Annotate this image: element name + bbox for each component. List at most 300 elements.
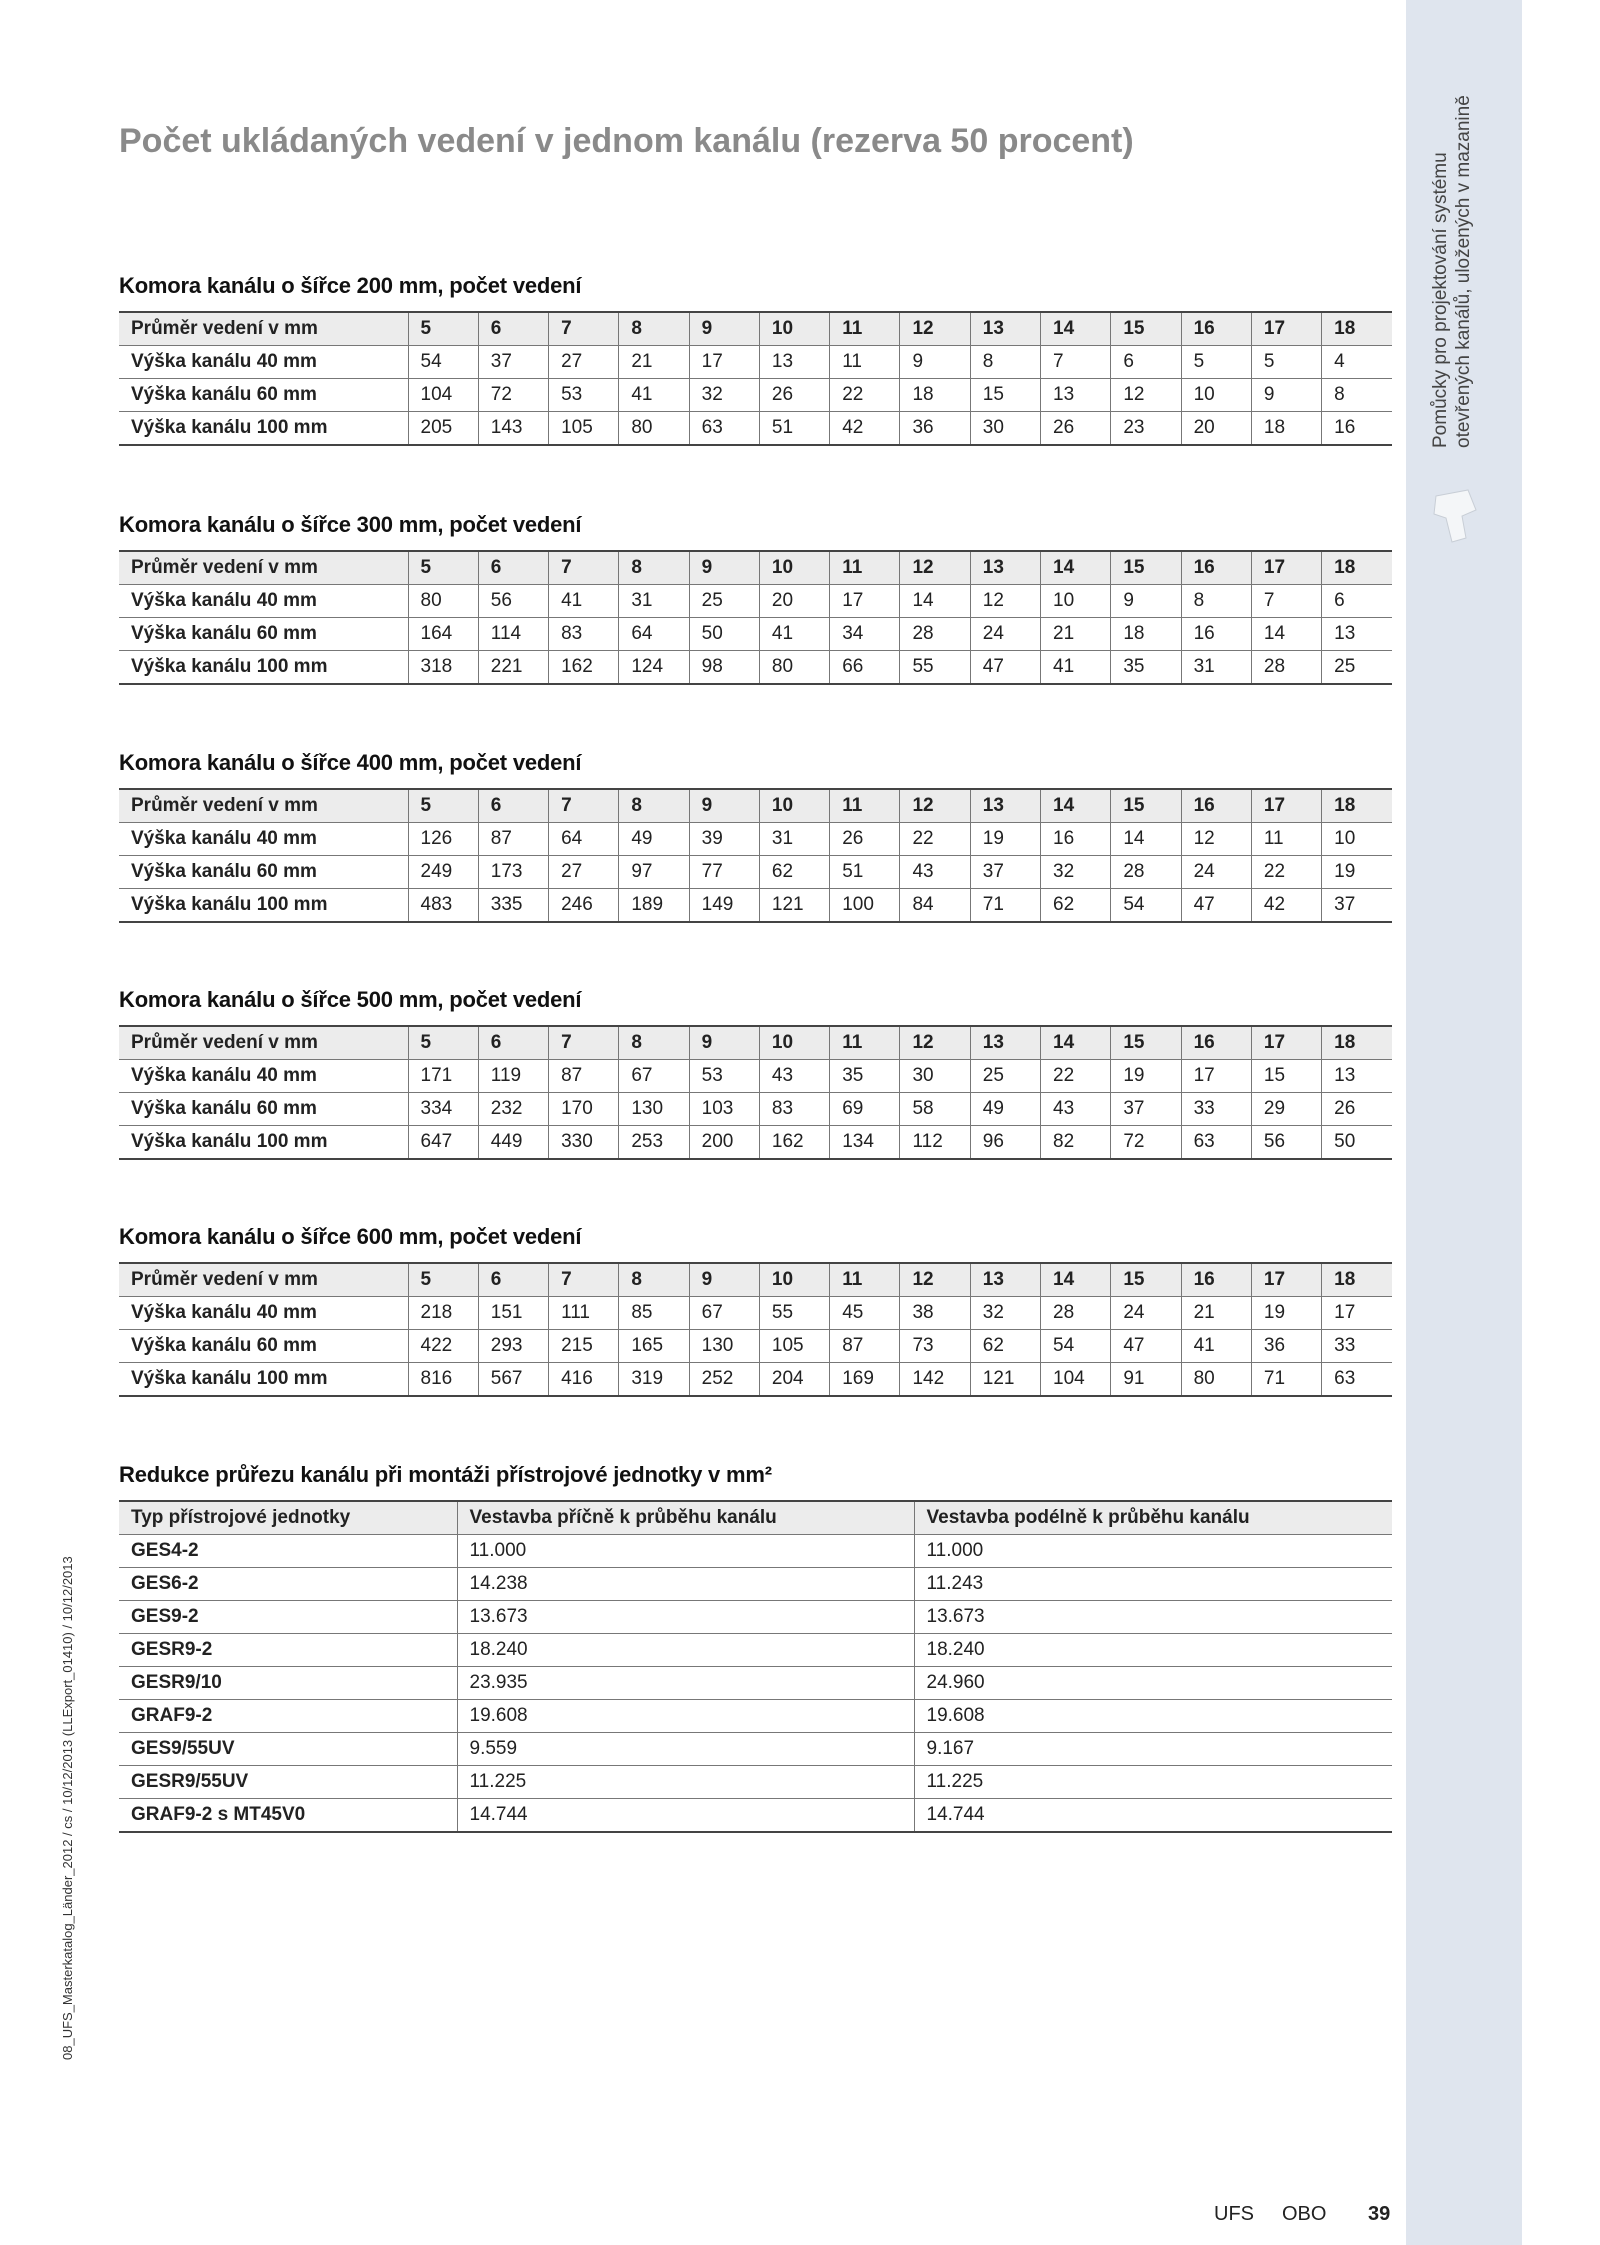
table-cell: 422 <box>408 1330 478 1363</box>
row-label: Výška kanálu 40 mm <box>119 585 408 618</box>
table-cell: 22 <box>830 379 900 412</box>
row-label: Výška kanálu 40 mm <box>119 823 408 856</box>
header-cell: Průměr vedení v mm <box>119 312 408 346</box>
table-cell: 71 <box>970 889 1040 923</box>
table-cell: 41 <box>549 585 619 618</box>
table-cell: 42 <box>830 412 900 446</box>
table-cell: 23 <box>1111 412 1181 446</box>
table-cell: 165 <box>619 1330 689 1363</box>
table-cell: 51 <box>830 856 900 889</box>
header-cell: 16 <box>1181 1263 1251 1297</box>
table-cell: 13 <box>1041 379 1111 412</box>
table-cell: 62 <box>759 856 829 889</box>
table-cell: 19 <box>1111 1060 1181 1093</box>
header-cell: 5 <box>408 551 478 585</box>
table-cell: 25 <box>1322 651 1392 685</box>
table-cell: 18 <box>1111 618 1181 651</box>
table-cell: 14.744 <box>914 1799 1392 1833</box>
table-cell: 142 <box>900 1363 970 1397</box>
header-cell: 5 <box>408 312 478 346</box>
table-cell: 69 <box>830 1093 900 1126</box>
table-row <box>119 1093 1392 1126</box>
table-cell: 130 <box>619 1093 689 1126</box>
header-cell: 15 <box>1111 551 1181 585</box>
table-row <box>119 1297 1392 1330</box>
table-cell: 6 <box>1111 346 1181 379</box>
table-row <box>119 651 1392 685</box>
table-cell: 73 <box>900 1330 970 1363</box>
table-cell: 21 <box>1041 618 1111 651</box>
table-cell: 189 <box>619 889 689 923</box>
table-cell: 17 <box>1181 1060 1251 1093</box>
header-cell: 7 <box>549 551 619 585</box>
capacity-table <box>119 1025 1392 1160</box>
table-heading: Komora kanálu o šířce 600 mm, počet vedení <box>119 1224 582 1249</box>
table-cell: 58 <box>900 1093 970 1126</box>
table-cell: 71 <box>1251 1363 1321 1397</box>
table-cell: 85 <box>619 1297 689 1330</box>
table-cell: 14.744 <box>457 1799 914 1833</box>
table-cell: 19.608 <box>914 1700 1392 1733</box>
header-cell: Typ přístrojové jednotky <box>119 1501 457 1535</box>
table-cell: 35 <box>830 1060 900 1093</box>
table-cell: 82 <box>1041 1126 1111 1160</box>
table-cell: 72 <box>1111 1126 1181 1160</box>
table-cell: 14.238 <box>457 1568 914 1601</box>
header-cell: 13 <box>970 312 1040 346</box>
header-cell: 17 <box>1251 1263 1321 1297</box>
header-cell: 10 <box>759 1026 829 1060</box>
table-cell: 293 <box>478 1330 548 1363</box>
table-cell: 32 <box>970 1297 1040 1330</box>
header-cell: 12 <box>900 789 970 823</box>
table-cell: 64 <box>549 823 619 856</box>
table-cell: 87 <box>549 1060 619 1093</box>
table-cell: 143 <box>478 412 548 446</box>
table-cell: 249 <box>408 856 478 889</box>
table-cell: 87 <box>478 823 548 856</box>
table-cell: 205 <box>408 412 478 446</box>
table-header-row <box>119 1026 1392 1060</box>
table-cell: 11.000 <box>457 1535 914 1568</box>
row-label: GESR9/55UV <box>119 1766 457 1799</box>
table-cell: 8 <box>970 346 1040 379</box>
table-row <box>119 1060 1392 1093</box>
table-cell: 112 <box>900 1126 970 1160</box>
table-cell: 13 <box>1322 1060 1392 1093</box>
table-cell: 17 <box>1322 1297 1392 1330</box>
header-cell: 16 <box>1181 1026 1251 1060</box>
header-cell: Průměr vedení v mm <box>119 1263 408 1297</box>
table-cell: 98 <box>689 651 759 685</box>
header-cell: 13 <box>970 1263 1040 1297</box>
header-cell: Průměr vedení v mm <box>119 789 408 823</box>
table-cell: 37 <box>478 346 548 379</box>
reduction-table <box>119 1500 1392 1833</box>
table-cell: 252 <box>689 1363 759 1397</box>
table-cell: 30 <box>900 1060 970 1093</box>
table-cell: 15 <box>970 379 1040 412</box>
table-cell: 19.608 <box>457 1700 914 1733</box>
table-cell: 246 <box>549 889 619 923</box>
table-cell: 56 <box>1251 1126 1321 1160</box>
row-label: Výška kanálu 60 mm <box>119 856 408 889</box>
table-cell: 15 <box>1251 1060 1321 1093</box>
header-cell: 12 <box>900 312 970 346</box>
table-row <box>119 412 1392 446</box>
table-cell: 21 <box>619 346 689 379</box>
header-cell: 6 <box>478 1263 548 1297</box>
table-cell: 218 <box>408 1297 478 1330</box>
table-row <box>119 1766 1392 1799</box>
header-cell: 8 <box>619 789 689 823</box>
table-cell: 24 <box>1181 856 1251 889</box>
header-cell: 18 <box>1322 789 1392 823</box>
table-cell: 28 <box>1111 856 1181 889</box>
table-cell: 215 <box>549 1330 619 1363</box>
table-cell: 43 <box>759 1060 829 1093</box>
row-label: Výška kanálu 100 mm <box>119 1126 408 1160</box>
table-cell: 816 <box>408 1363 478 1397</box>
table-cell: 67 <box>689 1297 759 1330</box>
table-section-600 <box>119 1224 1392 1397</box>
table-row <box>119 1700 1392 1733</box>
table-cell: 7 <box>1251 585 1321 618</box>
table-cell: 37 <box>1111 1093 1181 1126</box>
table-cell: 162 <box>549 651 619 685</box>
chapter-marker-icon <box>1432 488 1478 549</box>
table-cell: 647 <box>408 1126 478 1160</box>
table-cell: 121 <box>759 889 829 923</box>
header-cell: Vestavba podélně k průběhu kanálu <box>914 1501 1392 1535</box>
table-section-500 <box>119 987 1392 1160</box>
header-cell: 6 <box>478 312 548 346</box>
header-cell: 15 <box>1111 789 1181 823</box>
table-cell: 37 <box>970 856 1040 889</box>
table-row <box>119 1126 1392 1160</box>
table-cell: 80 <box>408 585 478 618</box>
row-label: Výška kanálu 60 mm <box>119 1330 408 1363</box>
table-cell: 33 <box>1322 1330 1392 1363</box>
table-section-200 <box>119 273 1392 446</box>
header-cell: 16 <box>1181 312 1251 346</box>
table-cell: 16 <box>1041 823 1111 856</box>
row-label: GES4-2 <box>119 1535 457 1568</box>
table-cell: 149 <box>689 889 759 923</box>
table-cell: 43 <box>1041 1093 1111 1126</box>
table-cell: 9 <box>1111 585 1181 618</box>
table-row <box>119 856 1392 889</box>
table-cell: 10 <box>1041 585 1111 618</box>
table-cell: 29 <box>1251 1093 1321 1126</box>
table-cell: 221 <box>478 651 548 685</box>
header-cell: 11 <box>830 551 900 585</box>
table-cell: 26 <box>759 379 829 412</box>
table-cell: 200 <box>689 1126 759 1160</box>
table-cell: 27 <box>549 856 619 889</box>
table-row <box>119 618 1392 651</box>
table-cell: 64 <box>619 618 689 651</box>
header-cell: 13 <box>970 551 1040 585</box>
header-cell: 14 <box>1041 312 1111 346</box>
table-cell: 87 <box>830 1330 900 1363</box>
table-cell: 83 <box>549 618 619 651</box>
table-cell: 14 <box>1251 618 1321 651</box>
table-cell: 6 <box>1322 585 1392 618</box>
header-cell: 6 <box>478 1026 548 1060</box>
table-cell: 253 <box>619 1126 689 1160</box>
table-cell: 12 <box>1111 379 1181 412</box>
table-cell: 204 <box>759 1363 829 1397</box>
table-cell: 39 <box>689 823 759 856</box>
capacity-table <box>119 550 1392 685</box>
header-cell: 17 <box>1251 789 1321 823</box>
table-cell: 13 <box>759 346 829 379</box>
table-cell: 13 <box>1322 618 1392 651</box>
table-cell: 11.000 <box>914 1535 1392 1568</box>
header-cell: Vestavba příčně k průběhu kanálu <box>457 1501 914 1535</box>
table-cell: 9 <box>900 346 970 379</box>
table-cell: 28 <box>1041 1297 1111 1330</box>
header-cell: 7 <box>549 1263 619 1297</box>
table-cell: 9.167 <box>914 1733 1392 1766</box>
table-cell: 12 <box>1181 823 1251 856</box>
header-cell: 16 <box>1181 789 1251 823</box>
table-cell: 8 <box>1181 585 1251 618</box>
table-cell: 28 <box>900 618 970 651</box>
row-label: GESR9-2 <box>119 1634 457 1667</box>
table-cell: 171 <box>408 1060 478 1093</box>
table-cell: 121 <box>970 1363 1040 1397</box>
capacity-table <box>119 1262 1392 1397</box>
table-cell: 119 <box>478 1060 548 1093</box>
header-cell: 18 <box>1322 551 1392 585</box>
table-cell: 32 <box>1041 856 1111 889</box>
header-cell: 12 <box>900 551 970 585</box>
table-cell: 47 <box>1111 1330 1181 1363</box>
table-row <box>119 379 1392 412</box>
header-cell: 15 <box>1111 312 1181 346</box>
table-cell: 22 <box>1251 856 1321 889</box>
table-cell: 47 <box>1181 889 1251 923</box>
table-cell: 26 <box>830 823 900 856</box>
table-cell: 55 <box>759 1297 829 1330</box>
table-cell: 20 <box>759 585 829 618</box>
table-cell: 10 <box>1181 379 1251 412</box>
header-cell: 15 <box>1111 1263 1181 1297</box>
reduction-heading: Redukce průřezu kanálu při montáži přístrojové jednotky v mm² <box>119 1462 772 1487</box>
table-cell: 31 <box>759 823 829 856</box>
table-cell: 19 <box>1251 1297 1321 1330</box>
table-cell: 54 <box>1041 1330 1111 1363</box>
table-cell: 173 <box>478 856 548 889</box>
table-cell: 170 <box>549 1093 619 1126</box>
table-row <box>119 1568 1392 1601</box>
table-cell: 31 <box>619 585 689 618</box>
table-header-row <box>119 312 1392 346</box>
row-label: GES6-2 <box>119 1568 457 1601</box>
table-cell: 45 <box>830 1297 900 1330</box>
table-cell: 19 <box>970 823 1040 856</box>
table-cell: 25 <box>970 1060 1040 1093</box>
table-cell: 319 <box>619 1363 689 1397</box>
table-cell: 13.673 <box>457 1601 914 1634</box>
table-cell: 17 <box>830 585 900 618</box>
table-cell: 11.225 <box>914 1766 1392 1799</box>
header-cell: 7 <box>549 312 619 346</box>
header-cell: 11 <box>830 1026 900 1060</box>
sidebar-chapter-text: Pomůcky pro projektování systému otevřených kanálů, uložených v mazanině <box>1430 95 1474 448</box>
table-cell: 18.240 <box>457 1634 914 1667</box>
table-cell: 162 <box>759 1126 829 1160</box>
table-cell: 334 <box>408 1093 478 1126</box>
table-cell: 9 <box>1251 379 1321 412</box>
table-cell: 124 <box>619 651 689 685</box>
table-cell: 5 <box>1251 346 1321 379</box>
table-cell: 91 <box>1111 1363 1181 1397</box>
table-cell: 14 <box>1111 823 1181 856</box>
table-cell: 130 <box>689 1330 759 1363</box>
row-label: Výška kanálu 100 mm <box>119 651 408 685</box>
table-cell: 14 <box>900 585 970 618</box>
table-cell: 449 <box>478 1126 548 1160</box>
row-label: Výška kanálu 60 mm <box>119 379 408 412</box>
table-cell: 80 <box>619 412 689 446</box>
capacity-table <box>119 788 1392 923</box>
table-cell: 62 <box>1041 889 1111 923</box>
table-cell: 77 <box>689 856 759 889</box>
row-label: Výška kanálu 100 mm <box>119 889 408 923</box>
header-cell: 13 <box>970 1026 1040 1060</box>
table-row <box>119 1667 1392 1700</box>
table-section-400 <box>119 750 1392 923</box>
header-cell: 7 <box>549 1026 619 1060</box>
header-cell: 9 <box>689 1263 759 1297</box>
row-label: GES9-2 <box>119 1601 457 1634</box>
header-cell: 12 <box>900 1026 970 1060</box>
header-cell: 8 <box>619 551 689 585</box>
row-label: Výška kanálu 40 mm <box>119 1060 408 1093</box>
table-cell: 11 <box>1251 823 1321 856</box>
table-cell: 164 <box>408 618 478 651</box>
table-row <box>119 1535 1392 1568</box>
header-cell: 8 <box>619 1026 689 1060</box>
table-cell: 72 <box>478 379 548 412</box>
table-cell: 63 <box>689 412 759 446</box>
capacity-table <box>119 311 1392 446</box>
table-cell: 24 <box>970 618 1040 651</box>
table-cell: 51 <box>759 412 829 446</box>
table-header-row <box>119 1263 1392 1297</box>
table-cell: 19 <box>1322 856 1392 889</box>
row-label: Výška kanálu 100 mm <box>119 412 408 446</box>
table-cell: 41 <box>759 618 829 651</box>
table-heading: Komora kanálu o šířce 400 mm, počet vedení <box>119 750 582 775</box>
table-cell: 37 <box>1322 889 1392 923</box>
table-cell: 567 <box>478 1363 548 1397</box>
table-cell: 33 <box>1181 1093 1251 1126</box>
table-cell: 36 <box>1251 1330 1321 1363</box>
table-cell: 49 <box>970 1093 1040 1126</box>
table-cell: 84 <box>900 889 970 923</box>
table-cell: 41 <box>1041 651 1111 685</box>
header-cell: 14 <box>1041 1026 1111 1060</box>
row-label: GES9/55UV <box>119 1733 457 1766</box>
header-cell: Průměr vedení v mm <box>119 1026 408 1060</box>
table-cell: 20 <box>1181 412 1251 446</box>
table-cell: 47 <box>970 651 1040 685</box>
table-heading: Komora kanálu o šířce 500 mm, počet vedení <box>119 987 582 1012</box>
header-cell: 9 <box>689 312 759 346</box>
table-cell: 67 <box>619 1060 689 1093</box>
table-cell: 24 <box>1111 1297 1181 1330</box>
table-cell: 34 <box>830 618 900 651</box>
table-cell: 55 <box>900 651 970 685</box>
header-cell: 11 <box>830 1263 900 1297</box>
table-cell: 483 <box>408 889 478 923</box>
table-cell: 62 <box>970 1330 1040 1363</box>
table-cell: 16 <box>1181 618 1251 651</box>
table-row <box>119 346 1392 379</box>
header-cell: 15 <box>1111 1026 1181 1060</box>
row-label: Výška kanálu 60 mm <box>119 1093 408 1126</box>
table-cell: 21 <box>1181 1297 1251 1330</box>
table-cell: 7 <box>1041 346 1111 379</box>
table-cell: 318 <box>408 651 478 685</box>
table-cell: 11.243 <box>914 1568 1392 1601</box>
header-cell: 7 <box>549 789 619 823</box>
row-label: GRAF9-2 <box>119 1700 457 1733</box>
header-cell: 17 <box>1251 551 1321 585</box>
table-cell: 28 <box>1251 651 1321 685</box>
table-cell: 27 <box>549 346 619 379</box>
table-row <box>119 1601 1392 1634</box>
table-cell: 26 <box>1041 412 1111 446</box>
table-cell: 54 <box>408 346 478 379</box>
table-cell: 38 <box>900 1297 970 1330</box>
table-cell: 96 <box>970 1126 1040 1160</box>
header-cell: 5 <box>408 789 478 823</box>
table-cell: 5 <box>1181 346 1251 379</box>
table-cell: 63 <box>1181 1126 1251 1160</box>
table-cell: 50 <box>1322 1126 1392 1160</box>
table-cell: 11.225 <box>457 1766 914 1799</box>
table-cell: 41 <box>619 379 689 412</box>
table-cell: 17 <box>689 346 759 379</box>
table-cell: 18.240 <box>914 1634 1392 1667</box>
table-cell: 83 <box>759 1093 829 1126</box>
row-label: GRAF9-2 s MT45V0 <box>119 1799 457 1833</box>
table-cell: 30 <box>970 412 1040 446</box>
page-number: 39 <box>1368 2203 1391 2225</box>
table-cell: 41 <box>1181 1330 1251 1363</box>
row-label: GESR9/10 <box>119 1667 457 1700</box>
table-row <box>119 1733 1392 1766</box>
table-cell: 24.960 <box>914 1667 1392 1700</box>
table-header-row <box>119 789 1392 823</box>
table-cell: 103 <box>689 1093 759 1126</box>
table-cell: 23.935 <box>457 1667 914 1700</box>
table-cell: 16 <box>1322 412 1392 446</box>
obo-logo: OBO <box>1282 2203 1327 2225</box>
table-cell: 111 <box>549 1297 619 1330</box>
header-cell: 5 <box>408 1263 478 1297</box>
header-cell: 18 <box>1322 1263 1392 1297</box>
table-cell: 66 <box>830 651 900 685</box>
header-cell: 13 <box>970 789 1040 823</box>
table-cell: 13.673 <box>914 1601 1392 1634</box>
table-header-row <box>119 551 1392 585</box>
